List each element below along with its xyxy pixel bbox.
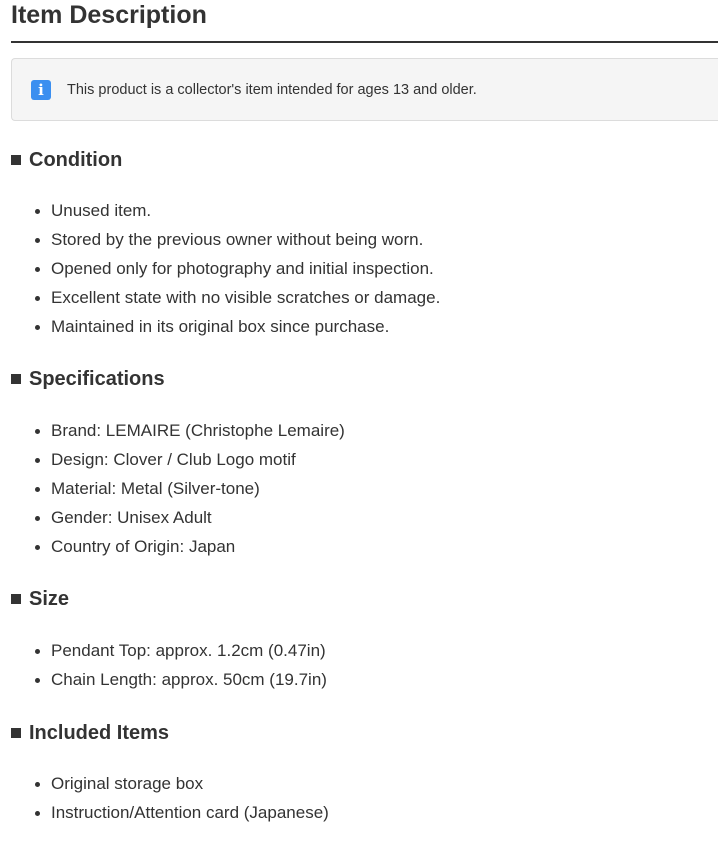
list-item: Original storage box <box>51 769 329 798</box>
list-item: Chain Length: approx. 50cm (19.7in) <box>51 665 327 694</box>
size-list <box>11 636 327 694</box>
square-bullet-icon <box>11 594 21 604</box>
section-heading-specifications <box>11 367 165 391</box>
included-items-list <box>11 769 329 827</box>
square-bullet-icon <box>11 374 21 384</box>
list-item: Country of Origin: Japan <box>51 532 345 561</box>
age-notice-box <box>11 58 718 121</box>
section-heading-label: Size <box>29 588 70 610</box>
list-item: Pendant Top: approx. 1.2cm (0.47in) <box>51 636 327 665</box>
list-item: Unused item. <box>51 196 440 225</box>
list-item: Material: Metal (Silver-tone) <box>51 474 345 503</box>
section-heading-size <box>11 587 69 611</box>
list-item: Gender: Unisex Adult <box>51 503 345 532</box>
square-bullet-icon <box>11 728 21 738</box>
notice-text: This product is a collector's item intended for ages 13 and older. <box>67 81 477 98</box>
section-heading-condition <box>11 148 122 172</box>
list-item: Maintained in its original box since purchase. <box>51 312 440 341</box>
section-heading-included-items <box>11 721 169 745</box>
list-item: Instruction/Attention card (Japanese) <box>51 798 329 827</box>
item-description-page <box>11 0 718 822</box>
list-item: Excellent state with no visible scratches or damage. <box>51 283 440 312</box>
list-item: Brand: LEMAIRE (Christophe Lemaire) <box>51 416 345 445</box>
page-title: Item Description <box>11 0 718 43</box>
info-icon: i <box>31 80 51 100</box>
list-item: Opened only for photography and initial inspection. <box>51 254 440 283</box>
section-heading-label: Included Items <box>29 722 170 744</box>
condition-list <box>11 196 440 341</box>
specifications-list <box>11 416 345 561</box>
list-item: Design: Clover / Club Logo motif <box>51 445 345 474</box>
square-bullet-icon <box>11 155 21 165</box>
section-heading-label: Condition <box>29 149 123 171</box>
section-heading-label: Specifications <box>29 368 165 390</box>
list-item: Stored by the previous owner without being worn. <box>51 225 440 254</box>
